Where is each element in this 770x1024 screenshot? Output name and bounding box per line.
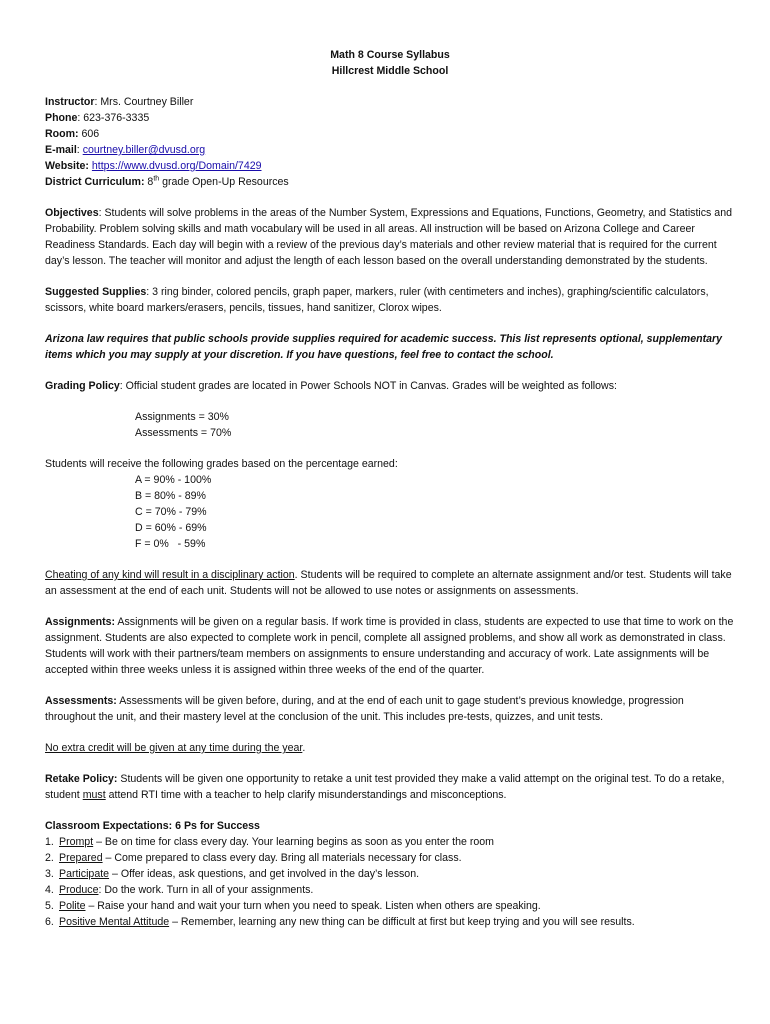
expectation-term: Polite [59,900,86,912]
assessments-label: Assessments: [45,695,117,707]
curriculum-label: District Curriculum: [45,176,145,188]
retake-text-b: attend RTI time with a teacher to help clarify misunderstandings and misconceptions. [105,789,507,801]
list-number: 4. [45,884,54,896]
phone-label: Phone [45,112,78,124]
email-label: E-mail [45,144,77,156]
grading-text: : Official student grades are located in Power Schools NOT in Canvas. Grades will be weighted as follows: [119,380,617,392]
grade-scale-c: C = 70% - 79% [135,506,207,518]
website-link[interactable]: https://www.dvusd.org/Domain/7429 [91,160,262,172]
list-item [45,834,735,850]
objectives-paragraph [45,205,735,269]
expectations-heading: Classroom Expectations: 6 Ps for Success [45,820,260,832]
arizona-law-note: Arizona law requires that public schools provide supplies required for academic success. This list represents optional, supplementary items which you may supply at your discretion. If you have questions, feel free to contact the school. [45,333,723,361]
website-line [45,158,735,174]
retake-paragraph [45,771,735,803]
list-item [45,882,735,898]
email-link[interactable]: courtney.biller@dvusd.org [82,144,206,156]
room-value: 606 [78,128,100,140]
extra-credit-paragraph [45,740,735,756]
email-colon: : [76,144,83,156]
list-number: 1. [45,836,54,848]
assessments-text: Assessments will be given before, during, and at the end of each unit to gage student’s previous knowledge, progression throughout the unit, and their mastery level at the conclusion of the unit. This includes pre-tests, quizzes, and unit tests. [45,695,684,723]
cheating-paragraph [45,567,735,599]
expectation-text: – Be on time for class every day. Your learning begins as soon as you enter the room [93,836,494,848]
grade-scale-a: A = 90% - 100% [135,474,212,486]
grading-label: Grading Policy [45,380,120,392]
list-item [45,866,735,882]
curriculum-line [45,174,735,190]
room-label: Room: [45,128,79,140]
expectation-text: – Offer ideas, ask questions, and get involved in the day’s lesson. [109,868,420,880]
syllabus-page [45,47,735,930]
retake-must: must [82,789,106,801]
list-item [45,850,735,866]
instructor-label: Instructor [45,96,95,108]
supplies-text: : 3 ring binder, colored pencils, graph paper, markers, ruler (with centimeters and inches), graphing/scientific calculators, scissors, white board markers/erasers, pencils, tissues, hand sanitizer, Clorox wipes. [45,286,709,314]
retake-text-a: Students will be given one opportunity to retake a unit test provided they make a valid attempt on the original test. To do a retake, student [45,773,725,801]
curriculum-text: grade Open-Up Resources [159,176,289,188]
room-line [45,126,735,142]
expectation-term: Prompt [59,836,94,848]
assessments-paragraph [45,693,735,725]
list-number: 6. [45,916,54,928]
cheating-underlined: Cheating of any kind will result in a disciplinary action [45,569,295,581]
retake-label: Retake Policy: [45,773,118,785]
grade-scale-intro: Students will receive the following grades based on the percentage earned: [45,458,398,470]
phone-value: : 623-376-3335 [77,112,150,124]
curriculum-grade: 8 [144,176,154,188]
curriculum-sup: th [153,175,160,183]
list-item [45,898,735,914]
assignments-text: Assignments will be given on a regular basis. If work time is provided in class, students are expected to use that time to work on the assignment. Students are also expected to complete work in pencil, complete all assigned problems, and show all work as demonstrated in class. Students will work with their partners/team members on assignments to ensure understanding and accuracy of work. Late assignments will be accepted within three weeks unless it is assigned within three weeks of the end of the quarter. [45,616,734,676]
instructor-line [45,94,735,110]
expectation-term: Prepared [59,852,103,864]
objectives-text: : Students will solve problems in the areas of the Number System, Expressions and Equations, Functions, Geometry, and Statistics and Probability. Problem solving skills and math vocabulary will be used in all areas. All instruction will be based on Arizona College and Career Readiness Standards. Each day will begin with a review of the previous day’s materials and other review material that is required for the current day’s lesson. The teacher will monitor and adjust the length of each lesson based on the overall understanding demonstrated by the students. [45,207,732,267]
grade-scale-b: B = 80% - 89% [135,490,206,502]
phone-line [45,110,735,126]
weight-assessments: Assessments = 70% [135,427,232,439]
document-title: Math 8 Course Syllabus [330,49,450,61]
cheating-text: . Students will be required to complete an alternate assignment and/or test. Students will take an assessment at the end of each unit. Students will not be allowed to use notes or assignments on assessments. [45,569,732,597]
grade-scale-f: F = 0% - 59% [135,538,206,550]
grade-scale-d: D = 60% - 69% [135,522,207,534]
assignments-paragraph [45,614,735,678]
extra-credit-underlined: No extra credit will be given at any time during the year [45,742,303,754]
extra-credit-text: . [302,742,306,754]
expectation-text: – Remember, learning any new thing can be difficult at first but keep trying and you will see results. [169,916,635,928]
supplies-label: Suggested Supplies [45,286,147,298]
expectation-term: Participate [59,868,110,880]
assignments-label: Assignments: [45,616,116,628]
expectations-list [45,834,735,930]
expectation-text: : Do the work. Turn in all of your assignments. [98,884,314,896]
objectives-label: Objectives [45,207,99,219]
email-line [45,142,735,158]
website-label: Website: [45,160,89,172]
expectation-text: – Raise your hand and wait your turn when you need to speak. Listen when others are speaking. [85,900,541,912]
list-item [45,914,735,930]
weight-assignments: Assignments = 30% [135,411,229,423]
supplies-paragraph [45,284,735,316]
school-name: Hillcrest Middle School [331,65,449,77]
expectation-text: – Come prepared to class every day. Bring all materials necessary for class. [102,852,462,864]
expectation-term: Produce [59,884,99,896]
list-number: 5. [45,900,54,912]
instructor-value: : Mrs. Courtney Biller [94,96,194,108]
grading-policy-paragraph [45,378,735,394]
expectation-term: Positive Mental Attitude [59,916,170,928]
list-number: 2. [45,852,54,864]
list-number: 3. [45,868,54,880]
